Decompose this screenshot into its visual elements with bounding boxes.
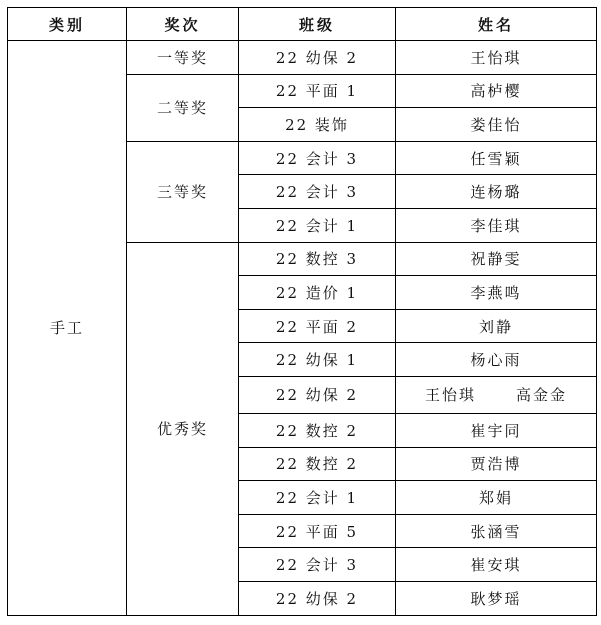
name-cell: 李佳琪	[396, 208, 597, 242]
award-level-cell: 优秀奖	[127, 242, 239, 615]
name-cell: 王怡琪	[396, 41, 597, 75]
class-cell: 22 平面 5	[239, 514, 396, 548]
award-level-cell: 三等奖	[127, 141, 239, 242]
header-award-level: 奖次	[127, 8, 239, 41]
name-cell: 娄佳怡	[396, 108, 597, 142]
header-category: 类别	[8, 8, 127, 41]
class-cell: 22 会计 1	[239, 481, 396, 515]
name-cell: 高栌樱	[396, 74, 597, 108]
class-cell: 22 幼保 2	[239, 581, 396, 615]
header-name: 姓名	[396, 8, 597, 41]
class-cell: 22 装饰	[239, 108, 396, 142]
class-cell: 22 会计 3	[239, 175, 396, 209]
award-level-cell: 一等奖	[127, 41, 239, 75]
name-cell: 郑娟	[396, 481, 597, 515]
class-cell: 22 造价 1	[239, 276, 396, 310]
award-level-cell: 二等奖	[127, 74, 239, 141]
name-cell: 刘静	[396, 309, 597, 343]
awards-table	[7, 7, 597, 616]
name-cell: 贾浩博	[396, 447, 597, 481]
name-cell: 任雪颖	[396, 141, 597, 175]
class-cell: 22 数控 3	[239, 242, 396, 276]
name-cell: 崔安琪	[396, 548, 597, 582]
class-cell: 22 会计 3	[239, 141, 396, 175]
name-cell: 连杨璐	[396, 175, 597, 209]
name-cell: 张涵雪	[396, 514, 597, 548]
table-row	[8, 41, 597, 75]
class-cell: 22 会计 1	[239, 208, 396, 242]
category-cell: 手工	[8, 41, 127, 616]
class-cell: 22 幼保 1	[239, 343, 396, 377]
header-row	[8, 8, 597, 41]
name-cell: 祝静雯	[396, 242, 597, 276]
class-cell: 22 数控 2	[239, 413, 396, 447]
name-cell	[396, 376, 597, 413]
name-cell: 李燕鸣	[396, 276, 597, 310]
class-cell: 22 会计 3	[239, 548, 396, 582]
name-cell: 耿梦瑶	[396, 581, 597, 615]
class-cell: 22 平面 1	[239, 74, 396, 108]
name-text: 王怡琪	[424, 386, 476, 405]
class-cell: 22 幼保 2	[239, 41, 396, 75]
name-cell: 崔宇同	[396, 413, 597, 447]
class-cell: 22 平面 2	[239, 309, 396, 343]
table-body	[8, 41, 597, 616]
header-class: 班级	[239, 8, 396, 41]
class-cell: 22 幼保 2	[239, 376, 396, 413]
name-text: 高金金	[516, 386, 568, 405]
name-cell: 杨心雨	[396, 343, 597, 377]
class-cell: 22 数控 2	[239, 447, 396, 481]
